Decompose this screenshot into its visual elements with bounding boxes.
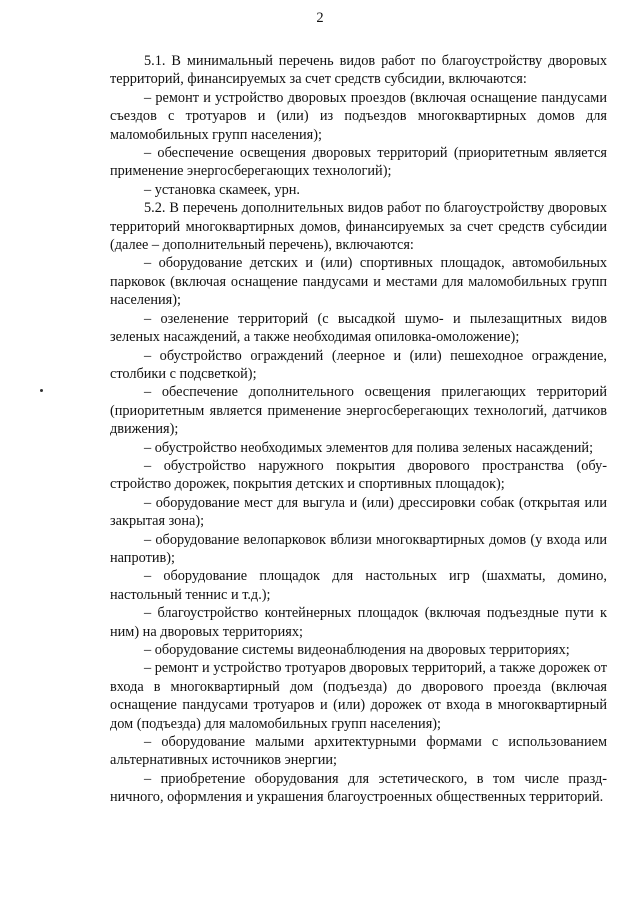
paragraph-5-2-intro: 5.2. В перечень дополнительных видов работ по благоустройству дворовых территорий многоквартирных домов, финансируемых за счет средств субсидии (далее – дополнительный перечень), включаются: <box>110 200 607 254</box>
list-item-surfacing: – обустройство наружного покрытия дворового пространства (обустройство дорожек, покрытия детских и спортивных площадок); <box>110 457 607 493</box>
list-item-sidewalks: – ремонт и устройство тротуаров дворовых территорий, а также дорожек от входа в многоквартирный дом (подъезда) до дворового проезда (включая оснащение пандусами тротуаров и (или) дорожек от входа в многоквартирный дом (подъезда) для маломобильных групп населения); <box>110 660 607 732</box>
page-number: 2 <box>316 10 324 26</box>
list-item-landscaping: – озеленение территорий (с высадкой шумо- и пылезащитных видов зеленых насаждений, а также необходимая опиловка-омоложение); <box>110 310 607 346</box>
list-item-dog-areas: – оборудование мест для выгула и (или) дрессировки собак (открытая или закрытая зона); <box>110 494 607 530</box>
list-item-lighting: – обеспечение освещения дворовых территорий (приоритетным является применение энергосберегающих технологий); <box>110 145 607 180</box>
list-item-benches: – установка скамеек, урн. <box>144 181 300 198</box>
list-item-waste-areas: – благоустройство контейнерных площадок (включая подъездные пути к ним) на дворовых территориях; <box>110 605 607 640</box>
list-item-small-architecture: – оборудование малыми архитектурными формами с использованием альтернативных источников энергии; <box>110 734 607 769</box>
scan-speck <box>40 389 43 392</box>
list-item-extra-lighting: – обеспечение дополнительного освещения прилегающих территорий (приоритетным является применение энергосберегающих технологий, датчиков движения); <box>110 384 607 438</box>
list-item-driveways: – ремонт и устройство дворовых проездов (включая оснащение пандусами съездов с тротуаров и (или) из подъездов многоквартирных домов для маломобильных групп населения); <box>110 89 607 143</box>
list-item-festive-equipment: – приобретение оборудования для эстетического, в том числе праздничного, оформления и украшения благоустроенных общественных территорий. <box>110 770 607 806</box>
list-item-cctv: – оборудование системы видеонаблюдения на дворовых территориях; <box>144 642 570 658</box>
list-item-playgrounds: – оборудование детских и (или) спортивных площадок, автомобильных парковок (включая оснащение пандусами и местами для маломобильных групп населения); <box>110 255 607 309</box>
list-item-game-areas: – оборудование площадок для настольных игр (шахматы, домино, настольный теннис и т.д.); <box>110 568 607 603</box>
list-item-bike-parking: – оборудование велопарковок вблизи многоквартирных домов (у входа или напротив); <box>110 531 607 566</box>
paragraph-5-1-intro: 5.1. В минимальный перечень видов работ по благоустройству дворовых территорий, финансируемых за счет средств субсидии, включаются: <box>110 53 607 88</box>
list-item-fencing: – обустройство ограждений (леерное и (или) пешеходное ограждение, столбики с подсветкой); <box>110 347 607 382</box>
list-item-irrigation: – обустройство необходимых элементов для полива зеленых насаждений; <box>144 439 594 456</box>
document-body <box>110 52 607 807</box>
